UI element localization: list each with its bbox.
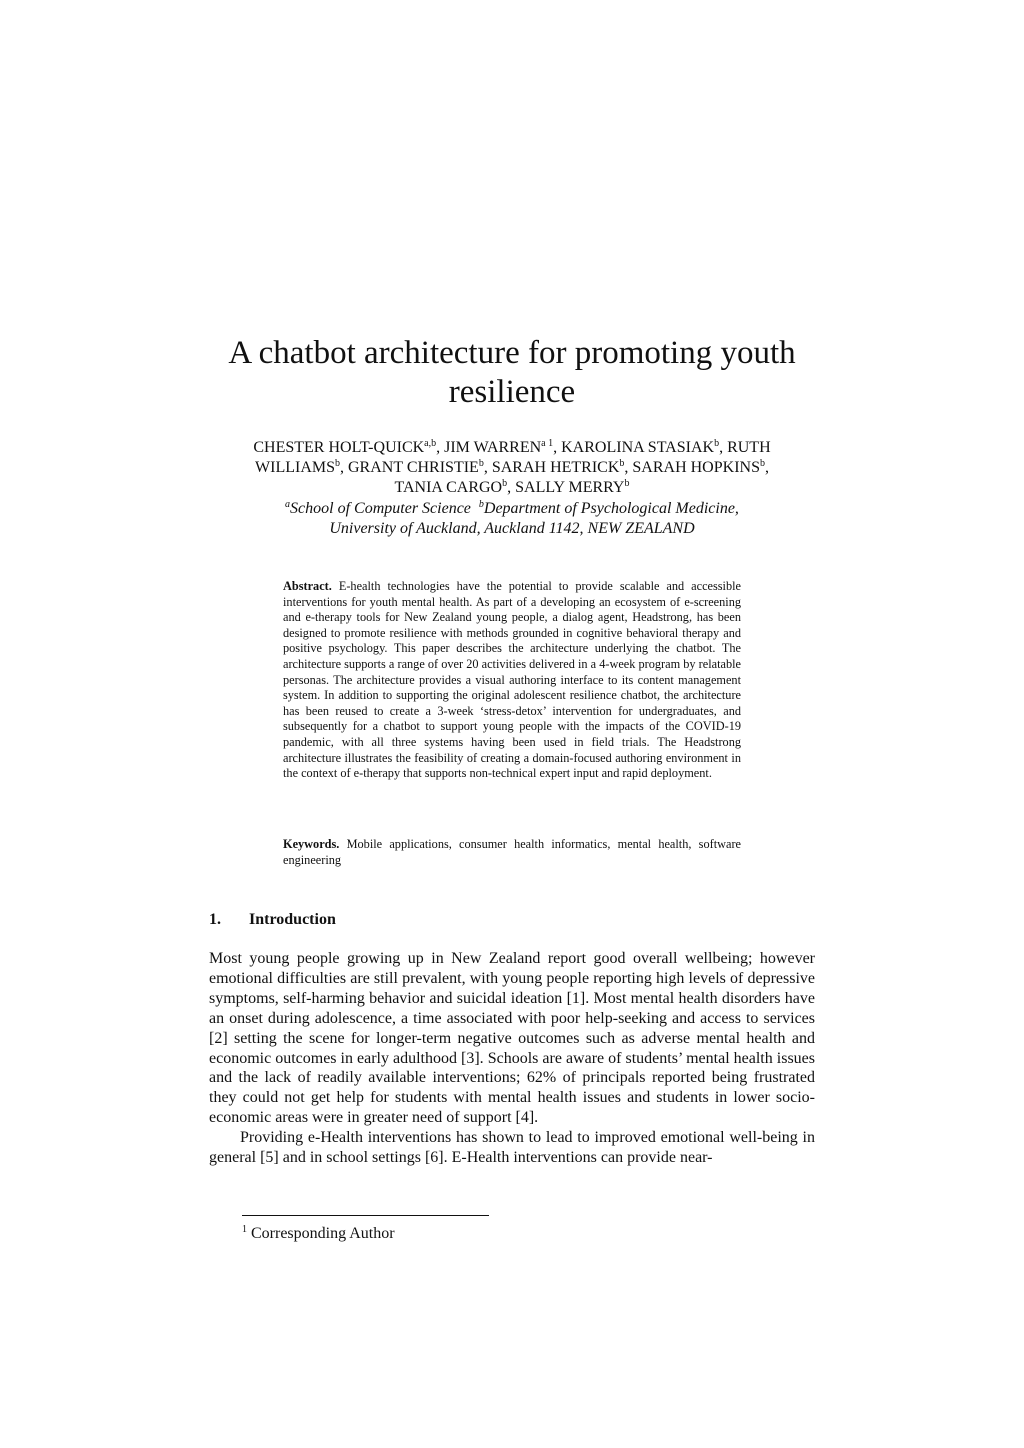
author-name: GRANT CHRISTIE bbox=[348, 459, 479, 476]
section-heading bbox=[209, 910, 815, 930]
author-separator: , bbox=[483, 459, 492, 476]
author-name: JIM WARREN bbox=[444, 439, 542, 456]
abstract-label: Abstract. bbox=[283, 579, 332, 593]
author-separator: , bbox=[340, 459, 348, 476]
author-name: SARAH HOPKINS bbox=[632, 459, 760, 476]
affiliation-marker: b bbox=[478, 499, 484, 510]
section-number: 1. bbox=[209, 911, 221, 928]
body-text bbox=[209, 949, 815, 1168]
keywords bbox=[283, 837, 741, 868]
author-separator: , bbox=[507, 479, 516, 496]
affiliation-marker: a bbox=[285, 499, 291, 510]
keywords-text: Mobile applications, consumer health informatics, mental health, software engineering bbox=[283, 837, 742, 867]
abstract-text: E-health technologies have the potential to provide scalable and accessible interventions for youth mental health. As part of a developing an ecosystem of e-screening and e-therapy tools for New Zealand young people, a dialog agent, Headstrong, has been designed to promote resilience with methods grounded in cognitive behavioral therapy and positive psychology. This paper describes the architecture underlying the chatbot. The architecture supports a range of over 20 activities delivered in a 4-week program by relatable personas. The architecture provides a visual authoring interface to its content management system. In addition to supporting the original adolescent resilience chatbot, the architecture has been reused to create a 3-week ‘stress-detox’ intervention for undergraduates, and subsequently for a chatbot to support young people with the impacts of the COVID-19 pandemic, with all three systems having been used in field trials. The Headstrong architecture illustrates the feasibility of creating a domain-focused authoring environment in the context of e-therapy that supports non-technical expert input and rapid deployment. bbox=[283, 579, 741, 781]
paper-title bbox=[150, 334, 874, 412]
footnote-text: Corresponding Author bbox=[251, 1225, 395, 1242]
author-name: KAROLINA STASIAK bbox=[561, 439, 715, 456]
footnote-marker: 1 bbox=[242, 1224, 247, 1235]
title-line-1: A chatbot architecture for promoting youth bbox=[228, 335, 796, 371]
affiliation-marker: b bbox=[714, 438, 720, 449]
author-name: RUTH bbox=[727, 439, 771, 456]
author-name: SALLY MERRY bbox=[515, 479, 625, 496]
affiliation-marker: a,b bbox=[424, 438, 437, 449]
paragraph: Most young people growing up in New Zealand report good overall wellbeing; however emotional difficulties are still prevalent, with young people reporting high levels of depressive symptoms, self-harming behavior and suicidal ideation [1]. Most mental health disorders have an onset during adolescence, a time associated with poor help-seeking and access to services [2] setting the scene for longer-term negative outcomes such as adverse mental health and economic outcomes in early adulthood [3]. Schools are aware of students’ mental health issues and the lack of readily available interventions; 62% of principals reported being frustrated they could not get help for students with mental health issues and students in lower socio-economic areas were in greater need of support [4]. bbox=[209, 950, 815, 1127]
keywords-label: Keywords. bbox=[283, 837, 340, 851]
author-name: WILLIAMS bbox=[255, 459, 335, 476]
affiliation-marker: b bbox=[759, 458, 765, 469]
affiliation-marker: b bbox=[624, 478, 630, 489]
author-separator: , bbox=[764, 459, 769, 476]
author-separator: , bbox=[624, 459, 633, 476]
affiliation-marker: b bbox=[335, 458, 340, 469]
title-line-2: resilience bbox=[448, 374, 576, 410]
affiliation-marker: b bbox=[502, 478, 508, 489]
author-list bbox=[160, 438, 864, 498]
abstract bbox=[283, 579, 741, 782]
affiliation-marker: a 1 bbox=[541, 438, 554, 449]
section-title: Introduction bbox=[249, 911, 336, 928]
author-separator: , bbox=[553, 439, 562, 456]
author-name: TANIA CARGO bbox=[394, 479, 503, 496]
affiliation-marker: b bbox=[478, 458, 484, 469]
author-separator: , bbox=[719, 439, 728, 456]
author-name: SARAH HETRICK bbox=[491, 459, 620, 476]
affiliations bbox=[160, 499, 864, 539]
paragraph: Providing e-Health interventions has shown to lead to improved emotional well-being in general [5] and in school settings [6]. E-Health interventions can provide near- bbox=[209, 1129, 815, 1167]
affiliation-dept-a: School of Computer Science bbox=[290, 500, 471, 517]
author-name: CHESTER HOLT-QUICK bbox=[253, 439, 425, 456]
affiliation-university: University of Auckland, Auckland 1142, NEW ZEALAND bbox=[329, 520, 695, 537]
affiliation-dept-b: Department of Psychological Medicine, bbox=[483, 500, 739, 517]
footnote bbox=[242, 1224, 742, 1244]
footnote-divider bbox=[242, 1215, 489, 1216]
author-separator: , bbox=[436, 439, 445, 456]
affiliation-marker: b bbox=[619, 458, 625, 469]
